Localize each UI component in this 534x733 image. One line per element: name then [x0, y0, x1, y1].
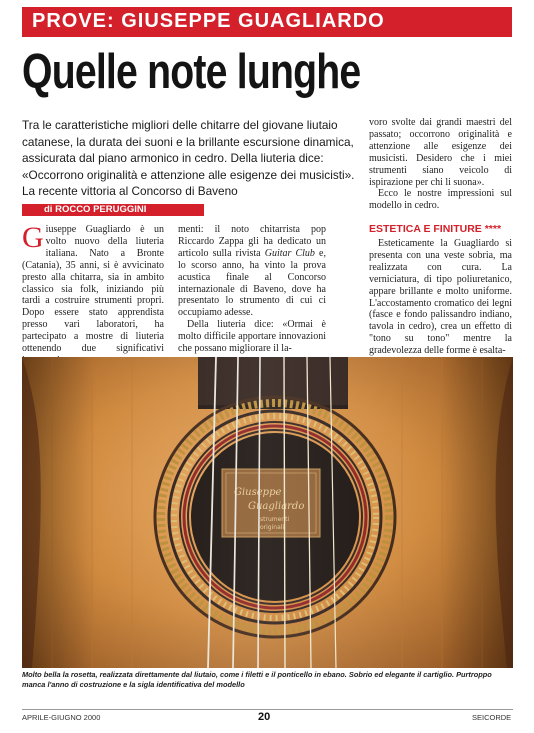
byline: di ROCCO PERUGGINI [44, 204, 147, 215]
column-3-paragraph-1: voro svolte dai grandi maestri del passato; occorrono originalità e attenzione alle esigenze dei musicisti. Desidero che i miei strumenti siano veicolo di ispirazione per chi li suona». [369, 117, 512, 188]
column-2-text-a: menti: il noto chitarrista pop Riccardo Zappa gli ha dedicato un articolo sulla rivista [178, 224, 326, 259]
column-2-paragraph-1 [178, 224, 326, 319]
article-intro: Tra le caratteristiche migliori delle chitarre del giovane liutaio catanese, la durata dei suoni e la brillante escursione dinamica, assicurata dal piano armonico in cedro. Della liuteria dice: «Occorrono originalità e attenzione alle esigenze dei musicisti». La recente vittoria al Concorso di Baveno [22, 118, 355, 199]
column-4 [369, 238, 512, 357]
article-title: Quelle note lunghe [22, 45, 361, 99]
magazine-name: Guitar Club [264, 247, 315, 259]
column-2-paragraph-2: Della liuteria dice: «Ormai è molto difficile apportare innovazioni che possano migliorare il la- [178, 319, 326, 355]
photo-caption: Molto bella la rosetta, realizzata direttamente dal liutaio, come i filetti e il ponticello in ebano. Sobrio ed elegante il cartiglio. Purtroppo manca l'anno di costruzione e la sigla identificativa del modello [22, 670, 492, 689]
magazine-name-footer: SEICORDE [472, 713, 512, 722]
guitar-photo [22, 357, 513, 668]
guitar-rosette-image [22, 357, 513, 668]
column-3 [369, 117, 512, 212]
column-2 [178, 224, 326, 355]
column-1-text: iuseppe Guagliardo è un volto nuovo della liuteria italiana. Nato a Bronte (Catania), 35 anni, si è avvicinato presto alla chitarra, sia in ambito classico sia folk, iniziando più tardi a costruire strumenti propri. Dopo essere stato apprendista presso vari laboratori, ha partecipato a mostre di liuteria ottenendo due significativi [22, 224, 164, 355]
drop-cap: G [22, 221, 44, 254]
column-2-text-b: e, lo scorso anno, ha vinto la prova acustica finale al Concorso internazionale di Baveno, dove ha presentato lo strumento di cui ci occupiamo adesse. [178, 247, 326, 319]
column-1 [22, 221, 164, 367]
footer-divider [22, 709, 513, 710]
page-number: 20 [258, 711, 271, 723]
column-4-text: Esteticamente la Guagliardo si presenta con una veste sobria, ma realizzata con cura. La verniciatura, di tipo poliuretanico, appare brillante e molto uniforme. L'accostamento cromatico dei legni (fasce e fondo palissandro indiano, tavola in cedro), crea un effetto di "tono su tono" mentre la gradevolezza delle forme è esalta- [369, 238, 512, 357]
section-heading: ESTETICA E FINITURE **** [369, 223, 502, 235]
section-header: PROVE: GIUSEPPE GUAGLIARDO [32, 10, 385, 32]
column-3-paragraph-2: Ecco le nostre impressioni sul modello in cedro. [369, 188, 512, 212]
issue-date: APRILE-GIUGNO 2000 [22, 713, 101, 722]
